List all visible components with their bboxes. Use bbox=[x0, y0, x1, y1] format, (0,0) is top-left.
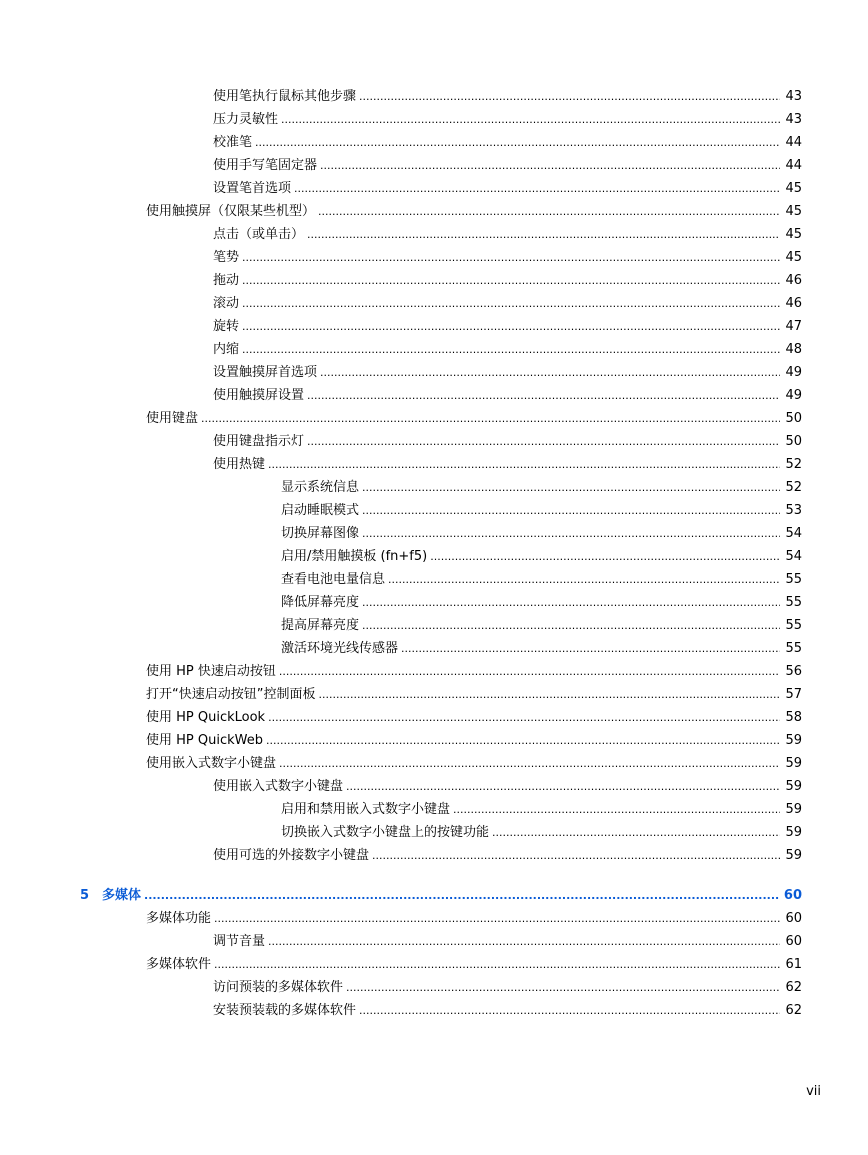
toc-entry-page: 54 bbox=[785, 526, 802, 541]
dot-leader bbox=[362, 499, 780, 522]
toc-entry-title: 使用笔执行鼠标其他步骤 bbox=[213, 89, 357, 104]
dot-leader bbox=[242, 246, 780, 269]
toc-entry-title: 使用 HP QuickLook bbox=[146, 710, 266, 725]
dot-leader bbox=[242, 292, 780, 315]
dot-leader bbox=[430, 545, 780, 568]
dot-leader bbox=[362, 591, 780, 614]
dot-leader bbox=[362, 476, 780, 499]
chapter-title bbox=[80, 884, 144, 907]
toc-entry[interactable] bbox=[0, 683, 868, 706]
dot-leader bbox=[346, 775, 780, 798]
dot-leader bbox=[320, 361, 780, 384]
dot-leader bbox=[144, 884, 780, 907]
toc-entry-title: 降低屏幕亮度 bbox=[281, 595, 360, 610]
dot-leader bbox=[214, 907, 780, 930]
toc-entry-page: 62 bbox=[785, 980, 802, 995]
toc-entry[interactable] bbox=[0, 453, 868, 476]
dot-leader bbox=[318, 683, 780, 706]
dot-leader bbox=[307, 223, 780, 246]
dot-leader bbox=[346, 976, 780, 999]
toc-entry[interactable] bbox=[0, 292, 868, 315]
toc-entry-page: 55 bbox=[785, 618, 802, 633]
dot-leader bbox=[453, 798, 780, 821]
toc-entry-title: 使用嵌入式数字小键盘 bbox=[146, 756, 277, 771]
dot-leader bbox=[268, 453, 780, 476]
toc-entry-page: 59 bbox=[785, 802, 802, 817]
toc-entry[interactable] bbox=[0, 384, 868, 407]
dot-leader bbox=[362, 614, 780, 637]
toc-entry-page: 45 bbox=[785, 181, 802, 196]
toc-entry-title: 启用和禁用嵌入式数字小键盘 bbox=[281, 802, 451, 817]
toc-entry-title: 使用键盘指示灯 bbox=[213, 434, 305, 449]
dot-leader bbox=[266, 729, 780, 752]
toc-entry-title: 旋转 bbox=[213, 319, 240, 334]
toc-entry[interactable] bbox=[0, 637, 868, 660]
toc-entries bbox=[0, 85, 868, 867]
toc-entry-title: 使用手写笔固定器 bbox=[213, 158, 318, 173]
toc-entry-title: 拖动 bbox=[213, 273, 240, 288]
toc-entry[interactable] bbox=[0, 706, 868, 729]
toc-entry[interactable] bbox=[0, 154, 868, 177]
toc-entry-page: 46 bbox=[785, 273, 802, 288]
toc-entry[interactable] bbox=[0, 108, 868, 131]
toc-entry-title: 使用嵌入式数字小键盘 bbox=[213, 779, 344, 794]
dot-leader bbox=[242, 338, 780, 361]
dot-leader bbox=[372, 844, 780, 867]
toc-entry-title: 打开“快速启动按钮”控制面板 bbox=[146, 687, 316, 702]
dot-leader bbox=[307, 430, 780, 453]
toc-entry[interactable] bbox=[0, 930, 868, 953]
toc-entry[interactable] bbox=[0, 798, 868, 821]
toc-entry[interactable] bbox=[0, 591, 868, 614]
toc-entry-title: 切换屏幕图像 bbox=[281, 526, 360, 541]
toc-entry[interactable] bbox=[0, 522, 868, 545]
toc-entry[interactable] bbox=[0, 200, 868, 223]
toc-entry-page: 56 bbox=[785, 664, 802, 679]
toc-entry-page: 49 bbox=[785, 388, 802, 403]
toc-entry[interactable] bbox=[0, 338, 868, 361]
toc-entry-page: 48 bbox=[785, 342, 802, 357]
toc-entry-page: 50 bbox=[785, 411, 802, 426]
toc-entry-page: 43 bbox=[785, 89, 802, 104]
toc-entry[interactable] bbox=[0, 907, 868, 930]
toc-entry[interactable] bbox=[0, 999, 868, 1022]
toc-entry-page: 59 bbox=[785, 756, 802, 771]
toc-entry[interactable] bbox=[0, 246, 868, 269]
toc-entry-title: 启动睡眠模式 bbox=[281, 503, 360, 518]
toc-entry-page: 44 bbox=[785, 158, 802, 173]
toc-entry[interactable] bbox=[0, 821, 868, 844]
toc-entry[interactable] bbox=[0, 545, 868, 568]
toc-entry-title: 使用触摸屏设置 bbox=[213, 388, 305, 403]
toc-entry-page: 60 bbox=[785, 934, 802, 949]
dot-leader bbox=[388, 568, 780, 591]
toc-entry[interactable] bbox=[0, 953, 868, 976]
toc-entry[interactable] bbox=[0, 729, 868, 752]
toc-entry[interactable] bbox=[0, 775, 868, 798]
toc-entry-title: 安装预装载的多媒体软件 bbox=[213, 1003, 357, 1018]
dot-leader bbox=[279, 660, 780, 683]
toc-entry-page: 50 bbox=[785, 434, 802, 449]
toc-entry[interactable] bbox=[0, 269, 868, 292]
toc-entry-page: 52 bbox=[785, 457, 802, 472]
dot-leader bbox=[268, 930, 780, 953]
toc-entry-page: 53 bbox=[785, 503, 802, 518]
toc-entry-page: 57 bbox=[785, 687, 802, 702]
toc-entry-page: 45 bbox=[785, 204, 802, 219]
toc-entry[interactable] bbox=[0, 315, 868, 338]
dot-leader bbox=[362, 522, 780, 545]
toc-entry-title: 设置触摸屏首选项 bbox=[213, 365, 318, 380]
toc-entry-page: 55 bbox=[785, 641, 802, 656]
toc-entry-page: 43 bbox=[785, 112, 802, 127]
chapter-entries bbox=[0, 907, 868, 1022]
chapter-gap bbox=[0, 867, 868, 884]
toc-entry-page: 44 bbox=[785, 135, 802, 150]
chapter-title-text: 多媒体 bbox=[102, 888, 142, 903]
toc-entry-title: 切换嵌入式数字小键盘上的按键功能 bbox=[281, 825, 490, 840]
dot-leader bbox=[294, 177, 780, 200]
toc-entry-page: 52 bbox=[785, 480, 802, 495]
dot-leader bbox=[242, 269, 780, 292]
toc-entry[interactable] bbox=[0, 430, 868, 453]
toc-entry-title: 多媒体软件 bbox=[146, 957, 212, 972]
toc-entry-title: 查看电池电量信息 bbox=[281, 572, 386, 587]
toc-entry-page: 61 bbox=[785, 957, 802, 972]
table-of-contents bbox=[0, 85, 868, 1022]
toc-entry-title: 多媒体功能 bbox=[146, 911, 212, 926]
toc-entry-title: 设置笔首选项 bbox=[213, 181, 292, 196]
toc-entry-title: 点击（或单击） bbox=[213, 227, 305, 242]
toc-entry[interactable] bbox=[0, 844, 868, 867]
toc-entry-title: 调节音量 bbox=[213, 934, 266, 949]
dot-leader bbox=[242, 315, 780, 338]
toc-entry-title: 激活环境光线传感器 bbox=[281, 641, 399, 656]
toc-entry-page: 62 bbox=[785, 1003, 802, 1018]
toc-entry-page: 46 bbox=[785, 296, 802, 311]
toc-entry-page: 55 bbox=[785, 572, 802, 587]
toc-chapter-5[interactable] bbox=[0, 884, 868, 907]
toc-entry[interactable] bbox=[0, 660, 868, 683]
toc-entry-title: 使用触摸屏（仅限某些机型） bbox=[146, 204, 316, 219]
toc-entry[interactable] bbox=[0, 85, 868, 108]
dot-leader bbox=[320, 154, 780, 177]
toc-entry-page: 45 bbox=[785, 227, 802, 242]
toc-entry-page: 59 bbox=[785, 848, 802, 863]
toc-entry-page: 45 bbox=[785, 250, 802, 265]
toc-entry-title: 显示系统信息 bbox=[281, 480, 360, 495]
dot-leader bbox=[401, 637, 780, 660]
dot-leader bbox=[318, 200, 780, 223]
dot-leader bbox=[281, 108, 780, 131]
toc-entry-title: 启用/禁用触摸板 (fn+f5) bbox=[281, 549, 428, 564]
toc-entry-page: 47 bbox=[785, 319, 802, 334]
dot-leader bbox=[279, 752, 780, 775]
toc-entry-title: 使用 HP 快速启动按钮 bbox=[146, 664, 276, 679]
toc-entry[interactable] bbox=[0, 407, 868, 430]
toc-entry-title: 访问预装的多媒体软件 bbox=[213, 980, 344, 995]
chapter-number: 5 bbox=[80, 888, 90, 903]
toc-entry[interactable] bbox=[0, 568, 868, 591]
toc-entry-page: 54 bbox=[785, 549, 802, 564]
toc-entry-title: 提高屏幕亮度 bbox=[281, 618, 360, 633]
toc-entry[interactable] bbox=[0, 361, 868, 384]
toc-entry[interactable] bbox=[0, 131, 868, 154]
toc-entry-title: 使用热键 bbox=[213, 457, 266, 472]
toc-entry-page: 49 bbox=[785, 365, 802, 380]
toc-entry[interactable] bbox=[0, 752, 868, 775]
toc-entry[interactable] bbox=[0, 976, 868, 999]
dot-leader bbox=[255, 131, 780, 154]
toc-entry[interactable] bbox=[0, 499, 868, 522]
toc-entry[interactable] bbox=[0, 614, 868, 637]
toc-entry-title: 压力灵敏性 bbox=[213, 112, 279, 127]
dot-leader bbox=[268, 706, 780, 729]
toc-entry-title: 校准笔 bbox=[213, 135, 253, 150]
toc-entry-page: 55 bbox=[785, 595, 802, 610]
toc-entry[interactable] bbox=[0, 177, 868, 200]
toc-entry-page: 59 bbox=[785, 733, 802, 748]
toc-entry-page: 59 bbox=[785, 825, 802, 840]
toc-entry[interactable] bbox=[0, 476, 868, 499]
dot-leader bbox=[307, 384, 780, 407]
footer-page-number: vii bbox=[806, 1084, 821, 1099]
toc-entry-title: 使用可选的外接数字小键盘 bbox=[213, 848, 370, 863]
dot-leader bbox=[492, 821, 780, 844]
toc-entry-title: 内缩 bbox=[213, 342, 240, 357]
dot-leader bbox=[359, 999, 780, 1022]
toc-entry[interactable] bbox=[0, 223, 868, 246]
dot-leader bbox=[214, 953, 780, 976]
toc-entry-page: 58 bbox=[785, 710, 802, 725]
toc-entry-title: 笔势 bbox=[213, 250, 240, 265]
toc-entry-page: 59 bbox=[785, 779, 802, 794]
toc-entry-page: 60 bbox=[785, 911, 802, 926]
toc-entry-title: 使用 HP QuickWeb bbox=[146, 733, 263, 748]
toc-entry-title: 滚动 bbox=[213, 296, 240, 311]
dot-leader bbox=[359, 85, 780, 108]
dot-leader bbox=[201, 407, 780, 430]
chapter-page-number: 60 bbox=[783, 888, 802, 903]
toc-entry-title: 使用键盘 bbox=[146, 411, 199, 426]
